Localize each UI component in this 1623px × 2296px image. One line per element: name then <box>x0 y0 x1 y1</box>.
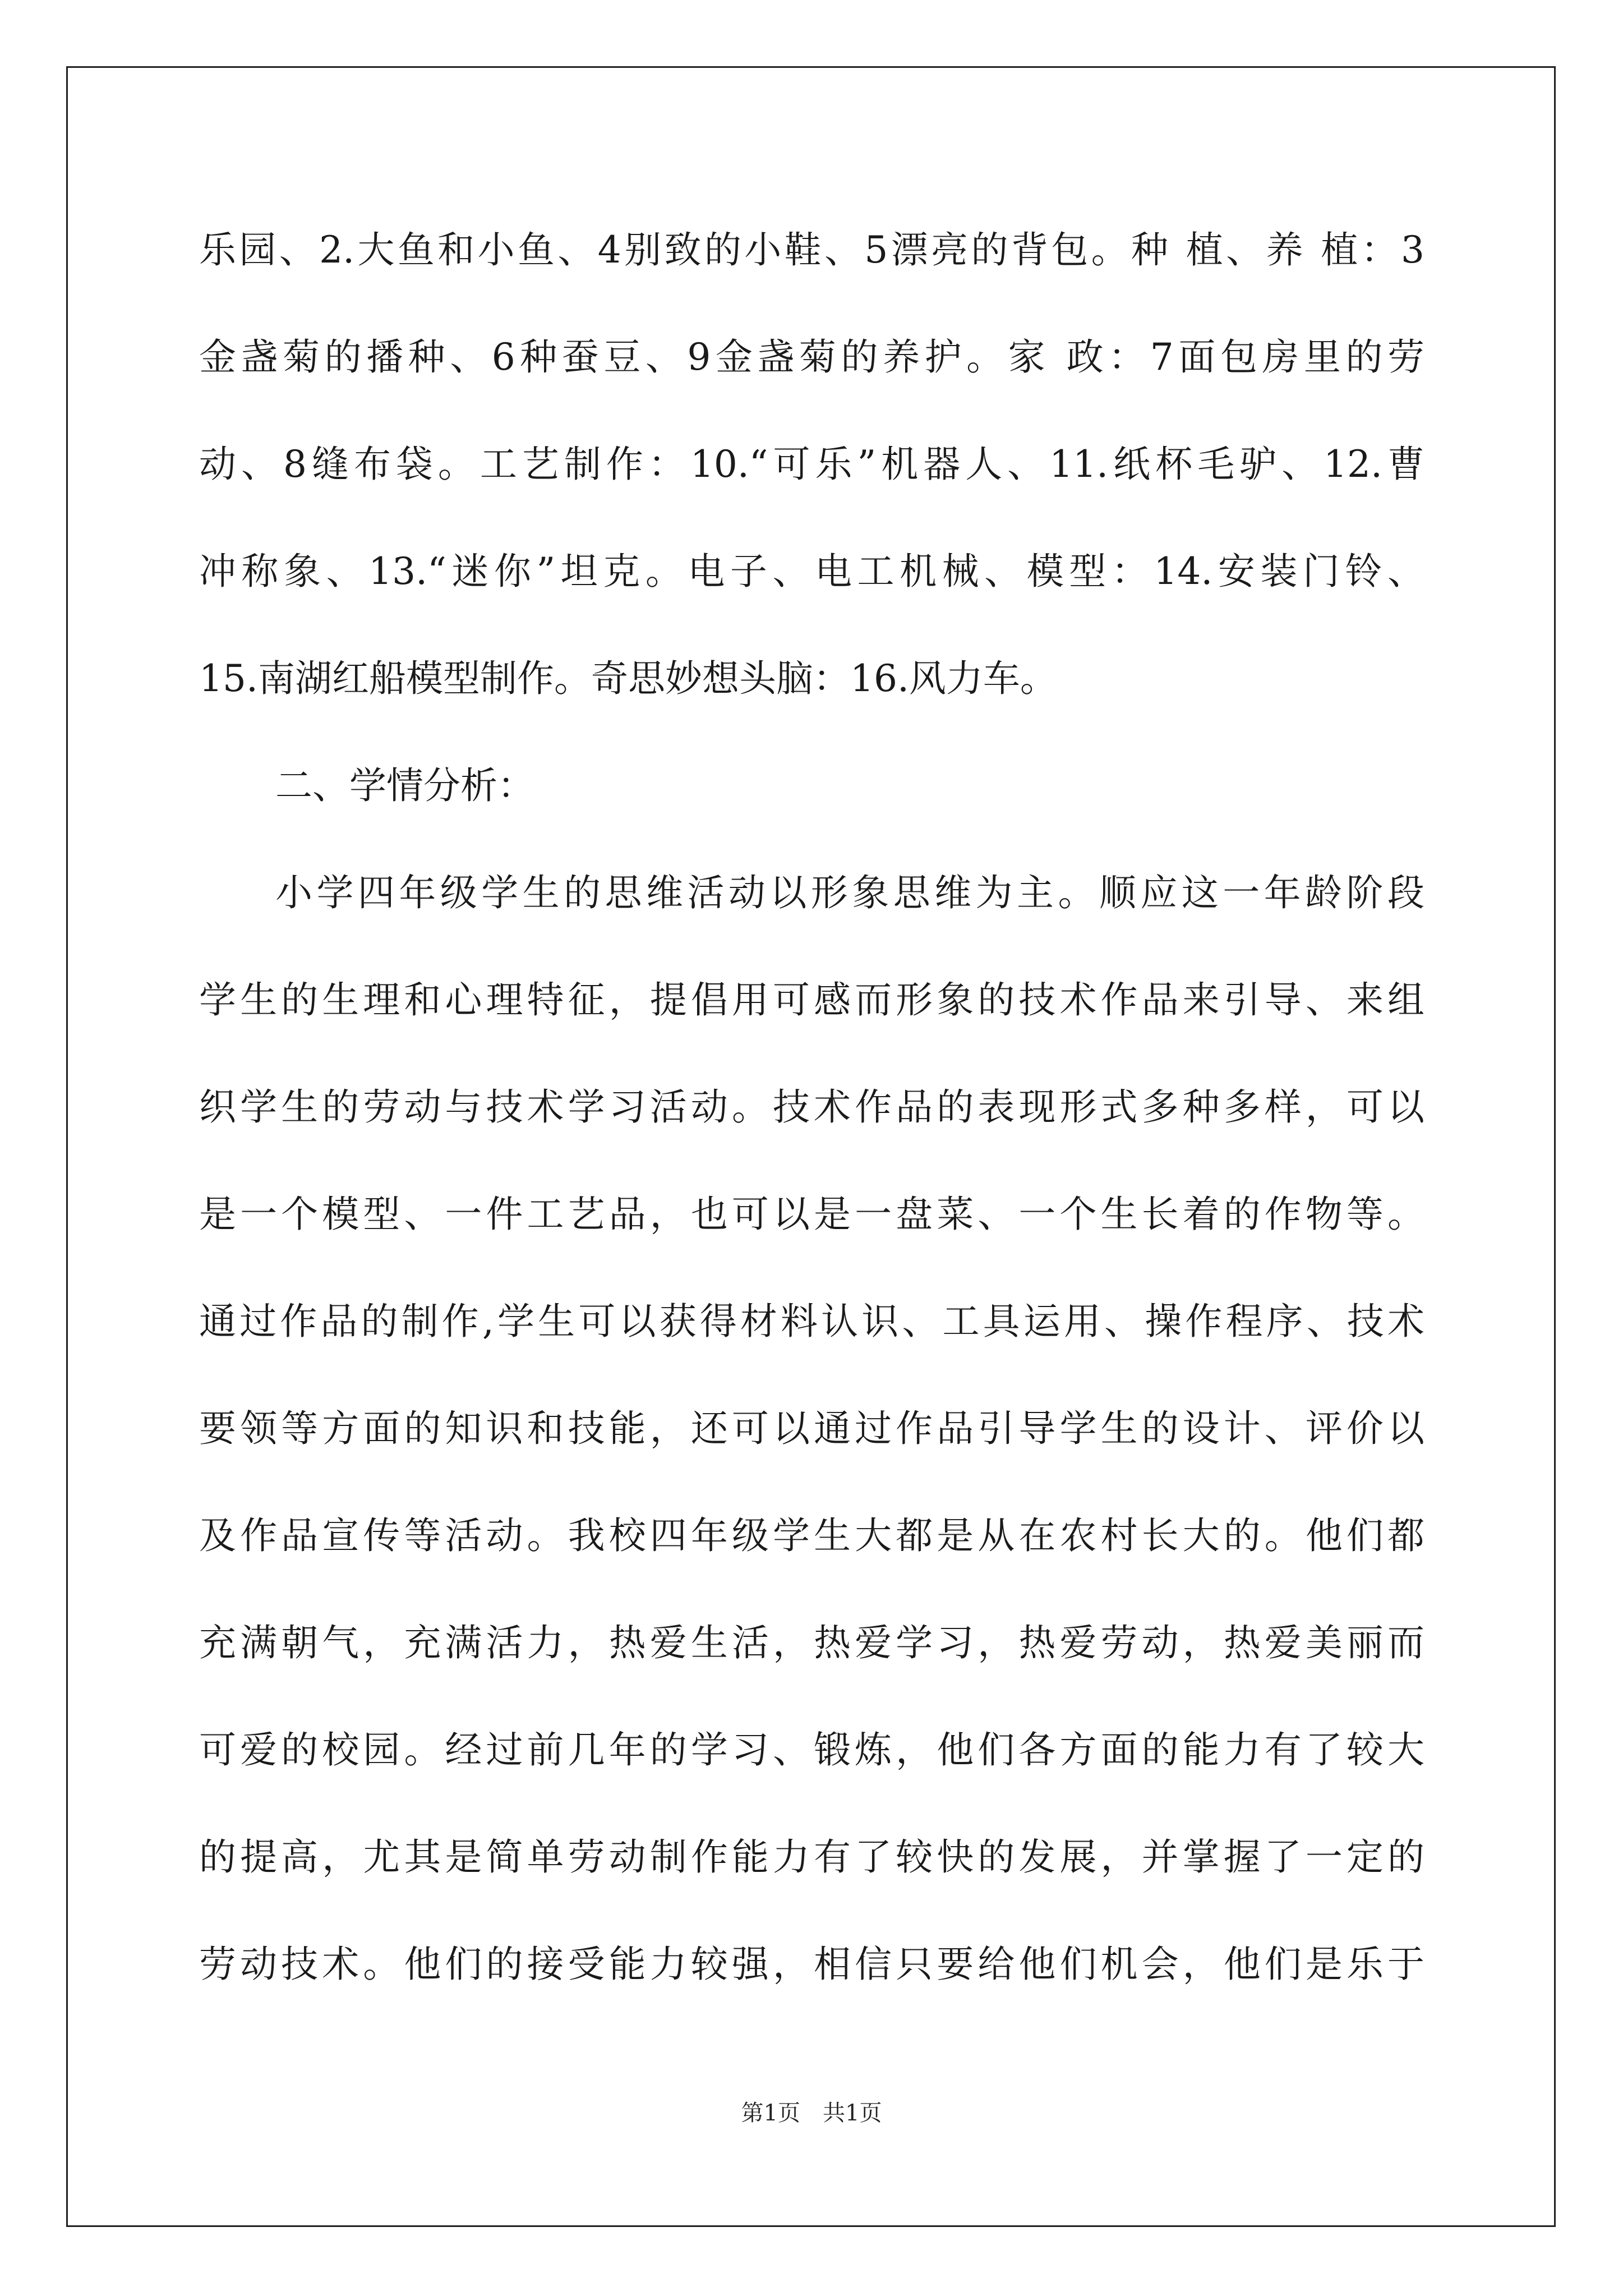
text-line: 充满朝气，充满活力，热爱生活，热爱学习，热爱劳动，热爱美丽而 <box>199 1621 1424 1664</box>
text-line: 可爱的校园。经过前几年的学习、锻炼，他们各方面的能力有了较大 <box>199 1728 1424 1772</box>
page-number-footer: 第1页 共1页 <box>741 2100 882 2126</box>
text-line: 冲称象、13.“迷你”坦克。电子、电工机械、模型：14.安装门铃、 <box>199 550 1424 593</box>
text-line: 动、8缝布袋。工艺制作：10.“可乐”机器人、11.纸杯毛驴、12.曹 <box>199 443 1424 486</box>
document-body <box>199 222 1424 2043</box>
text-line: 通过作品的制作,学生可以获得材料认识、工具运用、操作程序、技术 <box>199 1300 1424 1343</box>
text-line: 金盏菊的播种、6种蚕豆、9金盏菊的养护。家 政：7面包房里的劳 <box>199 335 1424 379</box>
section-heading: 二、学情分析： <box>275 764 534 807</box>
text-line: 是一个模型、一件工艺品，也可以是一盘菜、一个生长着的作物等。 <box>199 1193 1424 1236</box>
text-line: 乐园、2.大鱼和小鱼、4别致的小鞋、5漂亮的背包。种 植、养 植：3 <box>199 228 1424 272</box>
text-line: 小学四年级学生的思维活动以形象思维为主。顺应这一年龄阶段 <box>275 871 1424 914</box>
text-line: 要领等方面的知识和技能，还可以通过作品引导学生的设计、评价以 <box>199 1407 1424 1450</box>
text-line: 及作品宣传等活动。我校四年级学生大都是从在农村长大的。他们都 <box>199 1514 1424 1557</box>
text-line: 15.南湖红船模型制作。奇思妙想头脑：16.风力车。 <box>199 657 1057 700</box>
text-line: 学生的生理和心理特征，提倡用可感而形象的技术作品来引导、来组 <box>199 978 1424 1022</box>
text-line: 织学生的劳动与技术学习活动。技术作品的表现形式多种多样，可以 <box>199 1085 1424 1129</box>
text-line: 劳动技术。他们的接受能力较强，相信只要给他们机会，他们是乐于 <box>199 1943 1424 1986</box>
text-line: 的提高，尤其是简单劳动制作能力有了较快的发展，并掌握了一定的 <box>199 1835 1424 1879</box>
